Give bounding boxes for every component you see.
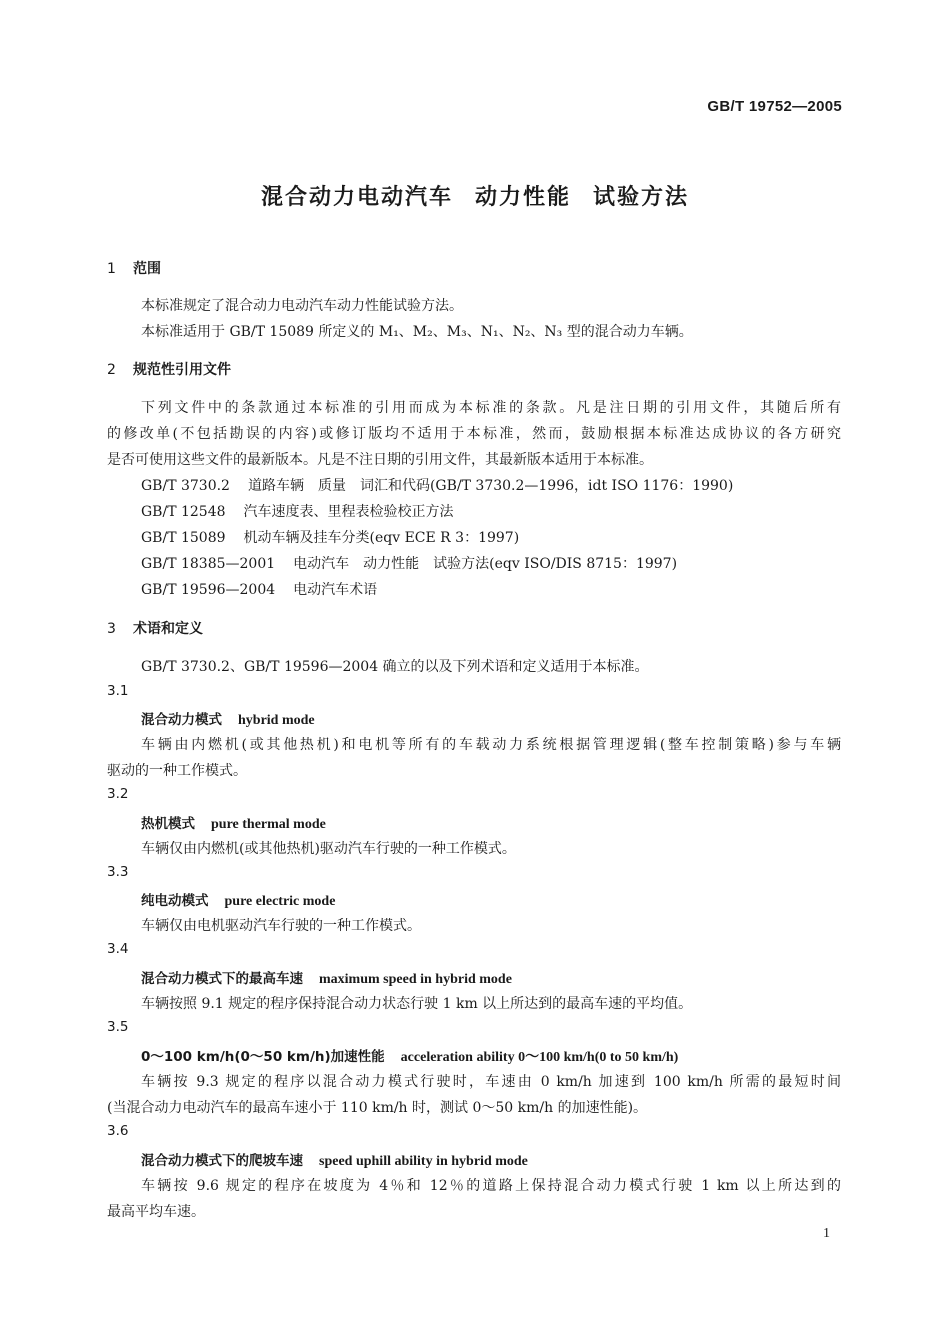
reference-title: 电动汽车术语 bbox=[293, 582, 378, 598]
term-definition-line-2: 驱动的一种工作模式。 bbox=[107, 763, 247, 779]
term-chinese: 纯电动模式 bbox=[141, 893, 209, 909]
reference-title: 汽车速度表、里程表检验校正方法 bbox=[243, 504, 454, 520]
section-3-heading bbox=[107, 618, 203, 638]
term-chinese: 混合动力模式 bbox=[141, 712, 222, 728]
reference-title: 机动车辆及挂车分类(eqv ECE R 3：1997) bbox=[243, 530, 520, 546]
reference-item bbox=[141, 579, 377, 599]
document-title bbox=[0, 180, 950, 211]
term-definition-line-2: (当混合动力电动汽车的最高车速小于 110 km/h 时，测试 0～50 km/h 的加速性能)。 bbox=[107, 1100, 648, 1116]
reference-code: GB/T 3730.2 bbox=[141, 478, 230, 494]
section-title: 规范性引用文件 bbox=[133, 362, 231, 378]
term-definition-line-1: 车辆仅由电机驱动汽车行驶的一种工作模式。 bbox=[141, 918, 421, 934]
title-part-1: 混合动力电动汽车 bbox=[260, 185, 453, 210]
reference-item bbox=[141, 501, 454, 521]
term-definition-line-1: 车辆按照 9.1 规定的程序保持混合动力状态行驶 1 km 以上所达到的最高车速的平均值。 bbox=[141, 996, 693, 1012]
term-number: 3.2 bbox=[107, 786, 129, 802]
page-number: 1 bbox=[823, 1226, 830, 1241]
term-number: 3.4 bbox=[107, 941, 129, 957]
reference-code: GB/T 12548 bbox=[141, 504, 226, 520]
term-number: 3.6 bbox=[107, 1123, 129, 1139]
term-chinese: 热机模式 bbox=[141, 816, 195, 832]
term-chinese: 混合动力模式下的最高车速 bbox=[141, 971, 303, 987]
section-number: 2 bbox=[107, 362, 116, 378]
reference-item bbox=[141, 527, 519, 547]
reference-code: GB/T 19596—2004 bbox=[141, 582, 276, 598]
term-english: pure thermal mode bbox=[211, 817, 326, 832]
term-heading bbox=[141, 708, 315, 729]
title-part-2: 动力性能 bbox=[474, 185, 571, 210]
reference-title: 道路车辆 质量 词汇和代码(GB/T 3730.2—1996，idt ISO 1176：1990) bbox=[247, 478, 734, 494]
term-english: hybrid mode bbox=[238, 713, 315, 728]
section-2-paragraph-line-2: 的修改单(不包括勘误的内容)或修订版均不适用于本标准，然而，鼓励根据本标准达成协议的各方研究 bbox=[107, 426, 841, 442]
reference-title: 电动汽车 动力性能 试验方法(eqv ISO/DIS 8715：1997) bbox=[293, 556, 678, 572]
term-english: maximum speed in hybrid mode bbox=[319, 972, 512, 987]
term-heading bbox=[141, 812, 326, 833]
term-english: pure electric mode bbox=[224, 894, 336, 909]
section-title: 术语和定义 bbox=[133, 621, 203, 637]
term-definition-line-1: 车辆按 9.3 规定的程序以混合动力模式行驶时，车速由 0 km/h 加速到 100 km/h 所需的最短时间 bbox=[141, 1074, 841, 1090]
section-title: 范围 bbox=[133, 261, 161, 277]
section-3-paragraph-1: GB/T 3730.2、GB/T 19596—2004 确立的以及下列术语和定义适用于本标准。 bbox=[141, 659, 649, 675]
term-number: 3.5 bbox=[107, 1019, 129, 1035]
section-1-paragraph-1: 本标准规定了混合动力电动汽车动力性能试验方法。 bbox=[141, 298, 463, 314]
term-number: 3.1 bbox=[107, 683, 129, 699]
section-2-paragraph-line-1: 下列文件中的条款通过本标准的引用而成为本标准的条款。凡是注日期的引用文件，其随后所有 bbox=[141, 400, 841, 416]
term-chinese: 0～100 km/h(0～50 km/h)加速性能 bbox=[141, 1049, 385, 1065]
reference-item bbox=[141, 553, 677, 573]
section-number: 3 bbox=[107, 621, 116, 637]
section-number: 1 bbox=[107, 261, 116, 277]
term-definition-line-1: 车辆按 9.6 规定的程序在坡度为 4％和 12％的道路上保持混合动力模式行驶 1 km 以上所达到的 bbox=[141, 1178, 841, 1194]
term-english: speed uphill ability in hybrid mode bbox=[319, 1154, 528, 1169]
term-chinese: 混合动力模式下的爬坡车速 bbox=[141, 1153, 303, 1169]
standard-code-header: GB/T 19752—2005 bbox=[707, 98, 842, 115]
section-1-heading bbox=[107, 258, 161, 278]
term-definition-line-1: 车辆由内燃机(或其他热机)和电机等所有的车载动力系统根据管理逻辑(整车控制策略)参与车辆 bbox=[141, 737, 841, 753]
term-number: 3.3 bbox=[107, 864, 129, 880]
term-definition-line-2: 最高平均车速。 bbox=[107, 1204, 205, 1220]
term-heading bbox=[141, 889, 335, 910]
section-1-paragraph-2: 本标准适用于 GB/T 15089 所定义的 M₁、M₂、M₃、N₁、N₂、N₃ 型的混合动力车辆。 bbox=[141, 324, 693, 340]
reference-code: GB/T 15089 bbox=[141, 530, 226, 546]
term-definition-line-1: 车辆仅由内燃机(或其他热机)驱动汽车行驶的一种工作模式。 bbox=[141, 841, 516, 857]
term-english: acceleration ability 0～100 km/h(0 to 50 km/h) bbox=[400, 1050, 679, 1065]
section-2-paragraph-line-3: 是否可使用这些文件的最新版本。凡是不注日期的引用文件，其最新版本适用于本标准。 bbox=[107, 452, 653, 468]
reference-item bbox=[141, 475, 733, 495]
term-heading bbox=[141, 1045, 678, 1066]
reference-code: GB/T 18385—2001 bbox=[141, 556, 276, 572]
section-2-heading bbox=[107, 359, 231, 379]
term-heading bbox=[141, 967, 512, 988]
title-part-3: 试验方法 bbox=[593, 185, 690, 210]
term-heading bbox=[141, 1149, 528, 1170]
